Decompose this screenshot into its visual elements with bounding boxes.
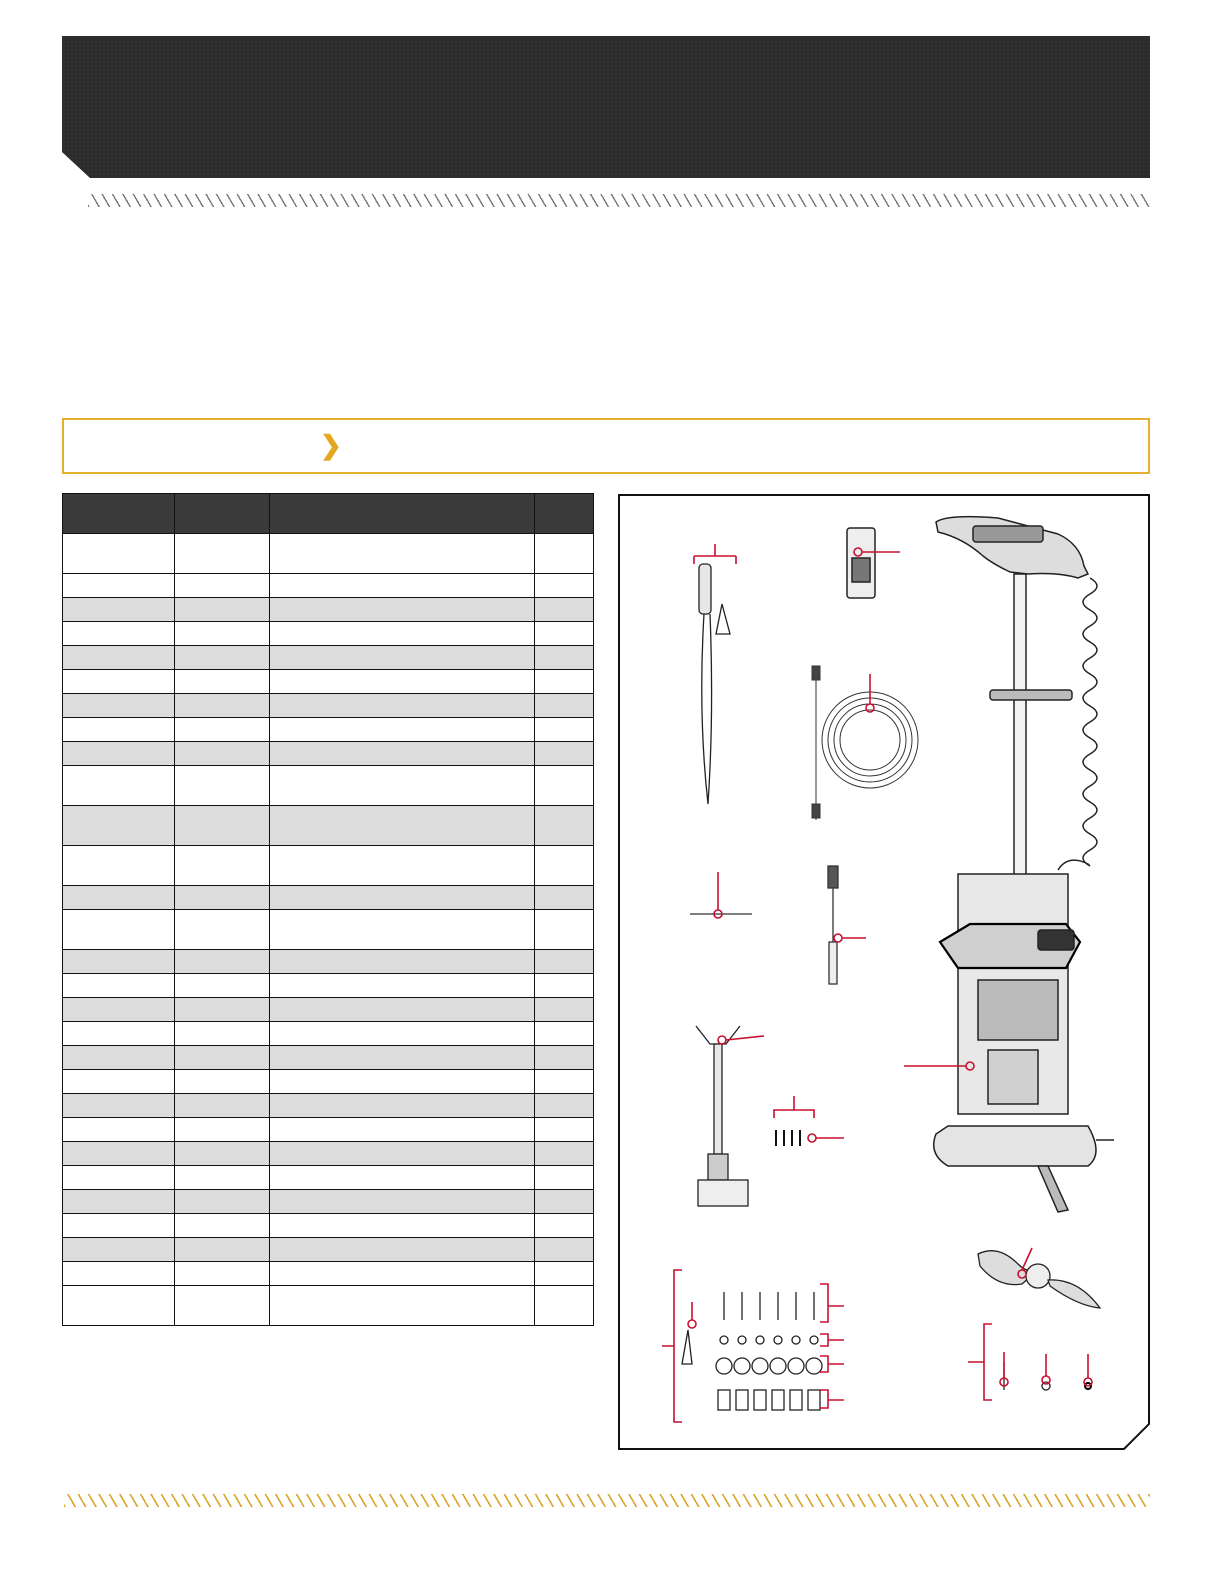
top-hatch-divider [88, 194, 1150, 207]
table-cell [269, 766, 534, 806]
table-cell [175, 950, 269, 974]
table-cell [175, 622, 269, 646]
table-cell [535, 1214, 594, 1238]
table-cell [63, 1214, 175, 1238]
table-cell [63, 646, 175, 670]
column-header [175, 494, 269, 534]
table-cell [535, 670, 594, 694]
table-row [63, 886, 594, 910]
table-cell [175, 718, 269, 742]
table-cell [175, 766, 269, 806]
table-cell [175, 1070, 269, 1094]
table-cell [175, 1094, 269, 1118]
table-cell [269, 1214, 534, 1238]
table-cell [63, 806, 175, 846]
table-cell [175, 1286, 269, 1326]
table-cell [63, 598, 175, 622]
table-cell [175, 998, 269, 1022]
table-cell [175, 846, 269, 886]
table-cell [535, 998, 594, 1022]
table-cell [175, 670, 269, 694]
table-row [63, 974, 594, 998]
table-cell [269, 1070, 534, 1094]
bottom-hatch-divider [64, 1494, 1150, 1507]
table-cell [63, 910, 175, 950]
notice-box [62, 418, 1150, 474]
table-cell [175, 694, 269, 718]
lanyard-illustration [699, 564, 730, 804]
table-cell [269, 950, 534, 974]
table-cell [535, 766, 594, 806]
table-cell [535, 886, 594, 910]
table-cell [175, 886, 269, 910]
table-cell [63, 950, 175, 974]
table-cell [63, 622, 175, 646]
remote-illustration [847, 528, 875, 598]
table-row [63, 1118, 594, 1142]
table-cell [535, 974, 594, 998]
table-cell [175, 1190, 269, 1214]
table-cell [63, 846, 175, 886]
table-cell [269, 742, 534, 766]
table-cell [535, 622, 594, 646]
table-cell [175, 1142, 269, 1166]
table-cell [63, 742, 175, 766]
cable-illustration [812, 666, 918, 820]
table-cell [175, 646, 269, 670]
table-cell [63, 1094, 175, 1118]
table-row [63, 1094, 594, 1118]
table-row [63, 766, 594, 806]
table-row [63, 1238, 594, 1262]
table-cell [535, 1166, 594, 1190]
table-cell [269, 1022, 534, 1046]
chevron-right-icon: ❯ [320, 430, 342, 460]
hardware-kit-illustration [682, 1292, 1091, 1410]
table-cell [175, 574, 269, 598]
table-cell [175, 1214, 269, 1238]
table-cell [535, 598, 594, 622]
diagram-border [619, 495, 1149, 1449]
table-cell [269, 910, 534, 950]
table-cell [269, 1190, 534, 1214]
table-row [63, 1166, 594, 1190]
table-cell [535, 1070, 594, 1094]
table-cell [63, 1286, 175, 1326]
table-cell [63, 886, 175, 910]
table-row [63, 742, 594, 766]
table-cell [63, 1238, 175, 1262]
table-cell [63, 1142, 175, 1166]
table-cell [535, 950, 594, 974]
table-row [63, 910, 594, 950]
table-row [63, 1262, 594, 1286]
table-cell [63, 1022, 175, 1046]
table-cell [63, 534, 175, 574]
table-row [63, 1070, 594, 1094]
table-cell [269, 598, 534, 622]
table-cell [269, 670, 534, 694]
table-cell [269, 1142, 534, 1166]
table-cell [535, 1190, 594, 1214]
table-row [63, 718, 594, 742]
table-row [63, 670, 594, 694]
table-row [63, 622, 594, 646]
table-row [63, 1022, 594, 1046]
table-row [63, 1142, 594, 1166]
table-header-row [63, 494, 594, 534]
table-cell [63, 574, 175, 598]
table-cell [269, 1262, 534, 1286]
table-cell [535, 1118, 594, 1142]
table-cell [175, 1238, 269, 1262]
table-cell [535, 574, 594, 598]
table-cell [535, 534, 594, 574]
table-cell [175, 742, 269, 766]
table-cell [535, 694, 594, 718]
table-cell [269, 718, 534, 742]
mount-bracket-illustration [696, 1026, 748, 1206]
table-cell [535, 1046, 594, 1070]
table-cell [269, 534, 534, 574]
table-cell [269, 1094, 534, 1118]
table-cell [535, 1094, 594, 1118]
table-cell [269, 846, 534, 886]
table-cell [269, 1166, 534, 1190]
table-row [63, 598, 594, 622]
table-cell [175, 910, 269, 950]
table-cell [535, 846, 594, 886]
table-row [63, 1286, 594, 1326]
table-cell [63, 1190, 175, 1214]
table-cell [535, 910, 594, 950]
table-cell [269, 886, 534, 910]
table-cell [535, 742, 594, 766]
table-cell [175, 1118, 269, 1142]
table-cell [175, 598, 269, 622]
table-cell [535, 1142, 594, 1166]
table-cell [269, 1046, 534, 1070]
table-cell [175, 974, 269, 998]
table-cell [535, 1262, 594, 1286]
column-header [63, 494, 175, 534]
table-cell [63, 998, 175, 1022]
table-row [63, 574, 594, 598]
table-cell [63, 1118, 175, 1142]
table-cell [63, 1166, 175, 1190]
column-header [535, 494, 594, 534]
table-cell [269, 806, 534, 846]
table-cell [269, 1286, 534, 1326]
table-cell [175, 534, 269, 574]
table-cell [175, 806, 269, 846]
table-cell [535, 806, 594, 846]
table-row [63, 846, 594, 886]
table-cell [63, 1070, 175, 1094]
table-row [63, 998, 594, 1022]
header-banner [62, 36, 1150, 178]
table-cell [535, 718, 594, 742]
table-cell [63, 1262, 175, 1286]
table-row [63, 534, 594, 574]
table-cell [269, 646, 534, 670]
screw-set-illustration [776, 1130, 800, 1146]
table-cell [63, 974, 175, 998]
table-cell [269, 622, 534, 646]
table-row [63, 1190, 594, 1214]
table-cell [63, 718, 175, 742]
table-cell [269, 1118, 534, 1142]
table-row [63, 694, 594, 718]
parts-diagram [618, 494, 1150, 1450]
trolling-motor-illustration [934, 517, 1114, 1212]
table-cell [269, 1238, 534, 1262]
table-cell [269, 974, 534, 998]
propeller-illustration [978, 1251, 1100, 1308]
table-cell [63, 1046, 175, 1070]
table-row [63, 950, 594, 974]
sensor-cable-illustration [690, 866, 838, 984]
table-cell [175, 1262, 269, 1286]
table-row [63, 1046, 594, 1070]
table-row [63, 806, 594, 846]
table-cell [175, 1022, 269, 1046]
table-row [63, 646, 594, 670]
table-cell [63, 670, 175, 694]
column-header [269, 494, 534, 534]
table-cell [535, 1286, 594, 1326]
table-cell [535, 1022, 594, 1046]
table-cell [63, 766, 175, 806]
table-cell [535, 1238, 594, 1262]
table-cell [175, 1166, 269, 1190]
table-cell [269, 998, 534, 1022]
table-row [63, 1214, 594, 1238]
table-cell [269, 694, 534, 718]
table-cell [269, 574, 534, 598]
table-cell [535, 646, 594, 670]
table-cell [175, 1046, 269, 1070]
parts-table [62, 493, 594, 1326]
table-cell [63, 694, 175, 718]
